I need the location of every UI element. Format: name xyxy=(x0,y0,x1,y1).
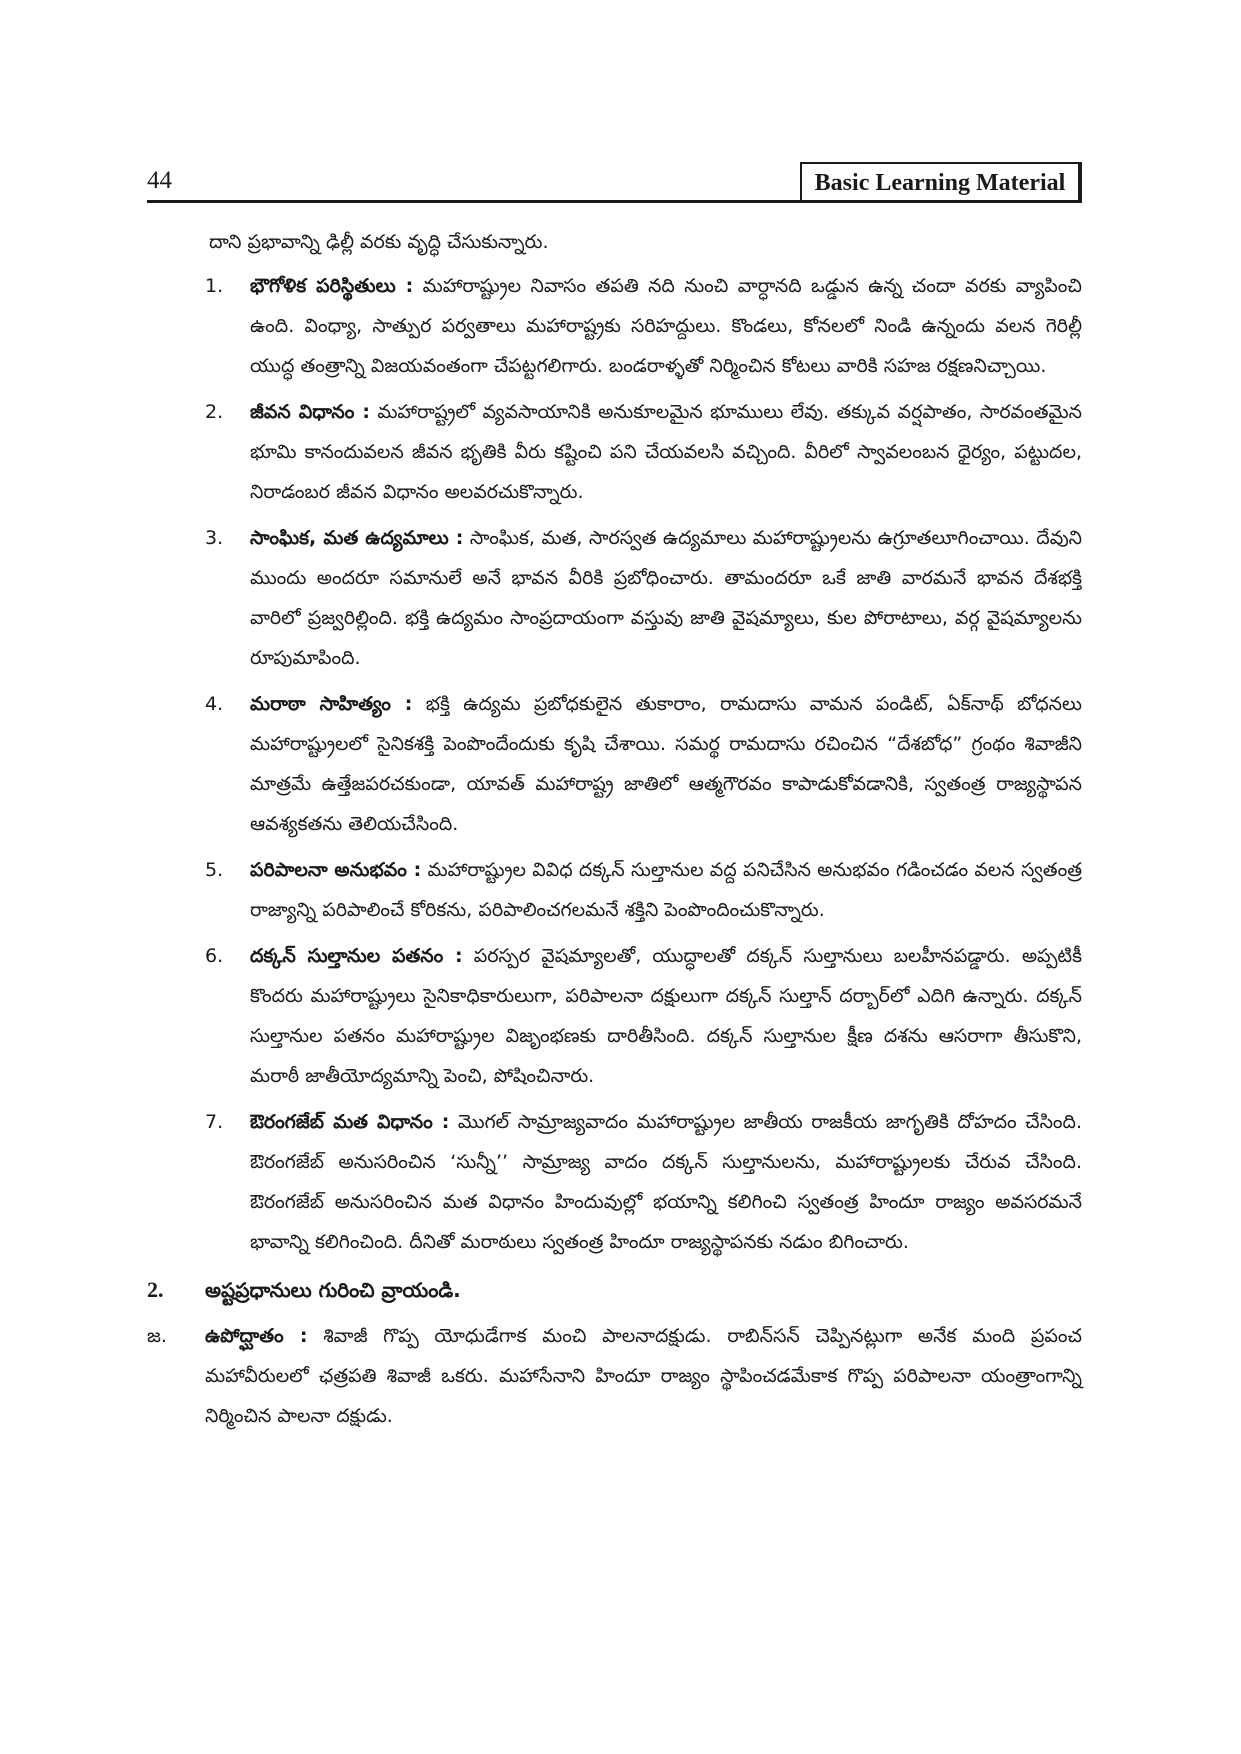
question-number: 2. xyxy=(147,1277,164,1302)
answer-text: శివాజీ గొప్ప యోధుడేగాక మంచి పాలనాదక్షుడు. రాబిన్‌సన్ చెప్పినట్లుగా అనేక మంది ప్రపంచ మహావీరులలో ఛత్రపతి శివాజీ ఒకరు. మహాసేనాని హిందూ రాజ్యం స్థాపించడమేకాక గొప్ప పరిపాలనా యంత్రాంగాన్ని నిర్మించిన పాలనా దక్షుడు. xyxy=(205,1325,1082,1427)
item-number: 5. xyxy=(205,859,224,881)
list-item xyxy=(147,1102,1082,1262)
item-heading: జీవన విధానం : xyxy=(250,401,370,423)
item-heading: దక్కన్ సుల్తానుల పతనం : xyxy=(250,945,463,967)
question-heading xyxy=(147,1270,1082,1310)
item-number: 7. xyxy=(205,1111,224,1133)
item-text: సాంఘిక, మత, సారస్వత ఉద్యమాలు మహారాష్ట్రులను ఉగ్రూతలూగించాయి. దేవుని ముందు అందరూ సమానులే అనే భావన వీరికి ప్రబోధించారు. తామందరూ ఒకే జాతి వారమనే భావన దేశభక్తి వారిలో ప్రజ్వరిల్లింది. భక్తి ఉద్యమం సాంప్రదాయంగా వస్తువు జాతి వైషమ్యాలు, కుల పోరాటాలు, వర్గ వైషమ్యాలను రూపుమాపింది. xyxy=(250,527,1082,669)
item-number: 6. xyxy=(205,945,224,967)
item-text: మహారాష్ట్రుల నివాసం తపతి నది నుంచి వార్ధానది ఒడ్డున ఉన్న చందా వరకు వ్యాపించి ఉంది. వింధ్యా, సాత్పుర పర్వతాలు మహారాష్ట్రకు సరిహద్దులు. కొండలు, కోనలలో నిండి ఉన్నందు వలన గెరిల్లీ యుద్ధ తంత్రాన్ని విజయవంతంగా చేపట్టగలిగారు. బండరాళ్ళతో నిర్మించిన కోటలు వారికి సహజ రక్షణనిచ్చాయి. xyxy=(250,275,1082,377)
list-item xyxy=(147,684,1082,844)
list-item xyxy=(147,392,1082,512)
header-rule xyxy=(147,200,1082,203)
item-heading: భౌగోళిక పరిస్థితులు : xyxy=(250,275,414,297)
list-item xyxy=(147,936,1082,1096)
question-text: అష్టప్రధానులు గురించి వ్రాయండి. xyxy=(205,1278,461,1302)
item-text: పరస్పర వైషమ్యాలతో, యుద్ధాలతో దక్కన్ సుల్తానులు బలహీనపడ్డారు. అప్పటికీ కొందరు మహారాష్ట్రులు సైనికాధికారులుగా, పరిపాలనా దక్షులుగా దక్కన్ సుల్తాన్ దర్బార్‌లో ఎదిగి ఉన్నారు. దక్కన్ సుల్తానుల పతనం మహారాష్ట్రుల విజృంభణకు దారితీసింది. దక్కన్ సుల్తానుల క్షీణ దశను ఆసరాగా తీసుకొని, మరాఠీ జాతీయోద్యమాన్ని పెంచి, పోషించినారు. xyxy=(250,945,1082,1087)
list-item xyxy=(147,850,1082,930)
intro-line: దాని ప్రభావాన్ని ఢిల్లీ వరకు వృద్ధి చేసుకున్నారు. xyxy=(209,231,549,253)
item-text: మహారాష్ట్రలో వ్యవసాయానికి అనుకూలమైన భూములు లేవు. తక్కువ వర్షపాతం, సారవంతమైన భూమి కానందువలన జీవన భృతికి వీరు కష్టించి పని చేయవలసి వచ్చింది. వీరిలో స్వావలంబన ధైర్యం, పట్టుదల, నిరాడంబర జీవన విధానం అలవరచుకొన్నారు. xyxy=(250,401,1082,503)
item-number: 2. xyxy=(205,401,224,423)
page-body xyxy=(147,222,1082,1436)
item-heading: పరిపాలనా అనుభవం : xyxy=(250,859,422,881)
list-item xyxy=(147,266,1082,386)
list-item xyxy=(147,518,1082,678)
item-text: మహారాష్ట్రుల వివిధ దక్కన్ సుల్తానుల వద్ద పనిచేసిన అనుభవం గడించడం వలన స్వతంత్ర రాజ్యాన్ని పరిపాలించే కోరికను, పరిపాలించగలమనే శక్తిని పెంపొందించుకొన్నారు. xyxy=(250,859,1082,921)
item-text: భక్తి ఉద్యమ ప్రబోధకులైన తుకారాం, రామదాసు వామన పండిట్, ఏక్‌నాథ్ బోధనలు మహారాష్ట్రులలో సైనికశక్తి పెంపొందేందుకు కృషి చేశాయి. సమర్థ రామదాసు రచించిన “దేశబోధ” గ్రంథం శివాజీని మాత్రమే ఉత్తేజపరచకుండా, యావత్ మహారాష్ట్ర జాతిలో ఆత్మగౌరవం కాపాడుకోవడానికి, స్వతంత్ర రాజ్యస్థాపన ఆవశ్యకతను తెలియచేసింది. xyxy=(250,693,1082,835)
item-text: మొగల్ సామ్రాజ్యవాదం మహారాష్ట్రుల జాతీయ రాజకీయ జాగృతికి దోహదం చేసింది. ఔరంగజేబ్ అనుసరించిన ‘సున్నీ’’ సామ్రాజ్య వాదం దక్కన్ సుల్తానులను, మహారాష్ట్రులకు చేరువ చేసింది. ఔరంగజేబ్ అనుసరించిన మత విధానం హిందువుల్లో భయాన్ని కలిగించి స్వతంత్ర హిందూ రాజ్యం అవసరమనే భావాన్ని కలిగించింది. దీనితో మరాఠులు స్వతంత్ర హిందూ రాజ్యస్థాపనకు నడుం బిగించారు. xyxy=(250,1111,1083,1253)
answer-marker: జ. xyxy=(147,1325,167,1347)
item-number: 3. xyxy=(205,527,224,549)
item-number: 1. xyxy=(205,275,224,297)
page-number: 44 xyxy=(147,167,172,194)
item-number: 4. xyxy=(205,693,224,715)
item-heading: మరాఠా సాహిత్యం : xyxy=(250,693,413,715)
item-heading: ఔరంగజేబ్ మత విధానం : xyxy=(250,1111,450,1133)
answer-heading: ఉపోద్ఘాతం : xyxy=(205,1325,308,1347)
answer-paragraph xyxy=(147,1316,1082,1436)
running-header-title: Basic Learning Material xyxy=(800,162,1082,202)
item-heading: సాంఘిక, మత ఉద్యమాలు : xyxy=(250,527,464,549)
